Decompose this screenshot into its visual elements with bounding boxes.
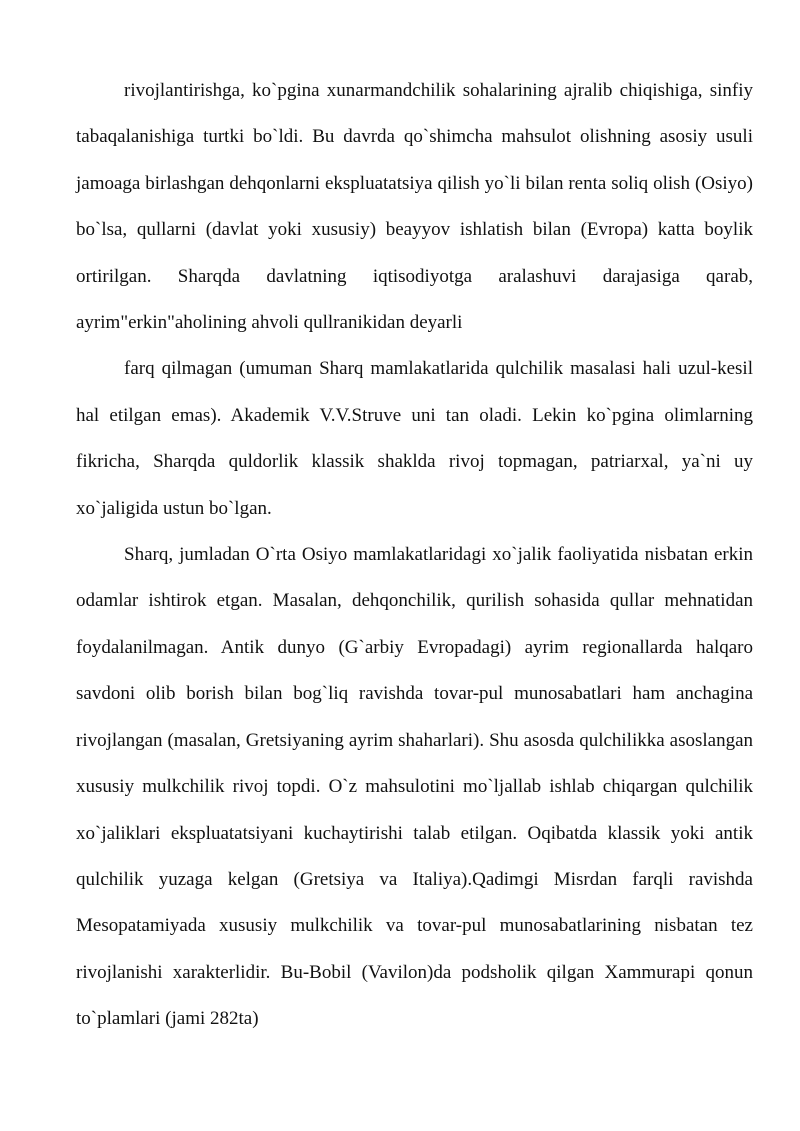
document-page [76, 68, 753, 1043]
paragraph-2: farq qilmagan (umuman Sharq mamlakatlarida qulchilik masalasi hali uzul-kesil hal etilgan emas). Akademik V.V.Struve uni tan oladi. Lekin ko`pgina olimlarning fikricha, Sharqda quldorlik klassik shaklda rivoj topmagan, patriarxal, ya`ni uy xo`jaligida ustun bo`lgan. [76, 358, 753, 519]
paragraph-1: rivojlantirishga, ko`pgina xunarmandchilik sohalarining ajralib chiqishiga, sinfiy tabaqalanishiga turtki bo`ldi. Bu davrda qo`shimcha mahsulot olishning asosiy usuli jamoaga birlashgan dehqonlarni ekspluatatsiya qilish yo`li bilan renta soliq olish (Osiyo) bo`lsa, qullarni (davlat yoki xususiy) beayyov ishlatish bilan (Evropa) katta boylik ortirilgan. Sharqda davlatning iqtisodiyotga aralashuvi darajasiga qarab, ayrim"erkin"aholining ahvoli qullranikidan deyarli [76, 80, 753, 334]
paragraph-3: Sharq, jumladan O`rta Osiyo mamlakatlaridagi xo`jalik faoliyatida nisbatan erkin odamlar ishtirok etgan. Masalan, dehqonchilik, qurilish sohasida qullar mehnatidan foydalanilmagan. Antik dunyo (G`arbiy Evropadagi) ayrim regionallarda halqaro savdoni olib borish bilan bog`liq ravishda tovar-pul munosabatlari ham anchagina rivojlangan (masalan, Gretsiyaning ayrim shaharlari). Shu asosda qulchilikka asoslangan xususiy mulkchilik rivoj topdi. O`z mahsulotini mo`ljallab ishlab chiqargan qulchilik xo`jaliklari ekspluatatsiyani kuchaytirishi talab etilgan. Oqibatda klassik yoki antik qulchilik yuzaga kelgan (Gretsiya va Italiya).Qadimgi Misrdan farqli ravishda Mesopatamiyada xususiy mulkchilik va tovar-pul munosabatlarining nisbatan tez rivojlanishi xarakterlidir. Bu-Bobil (Vavilon)da podsholik qilgan Xammurapi qonun to`plamlari (jami 282ta) [76, 544, 753, 1030]
